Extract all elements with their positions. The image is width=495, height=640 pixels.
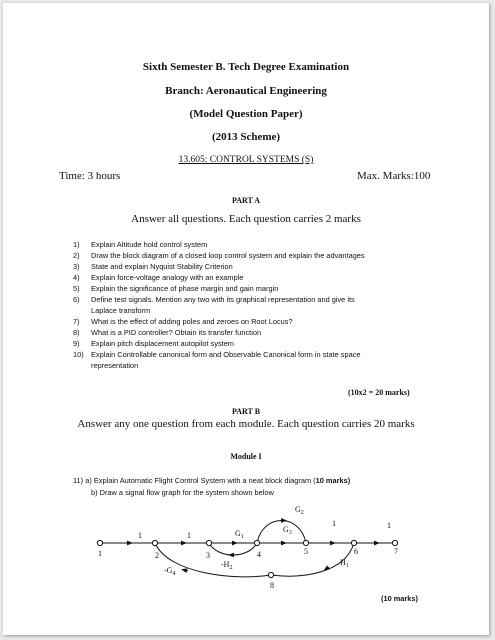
question-number: 1) [73, 240, 80, 249]
branch-g2 [257, 521, 306, 544]
part-a-total-marks: (10x2 = 20 marks) [348, 388, 410, 397]
exam-title: Sixth Semester B. Tech Degree Examination [142, 61, 350, 73]
node-label: 5 [304, 547, 308, 556]
question-number: 5) [73, 284, 80, 293]
gain-label: 1 [187, 531, 191, 540]
node-7 [392, 540, 397, 545]
question-text: Explain pitch displacement autopilot system [91, 339, 234, 348]
gain-label: 1 [387, 521, 391, 530]
question-11a [73, 476, 350, 485]
signal-flow-graph [3, 499, 489, 589]
node-6 [351, 540, 356, 545]
question-number: 3) [73, 262, 80, 271]
gain-label: 1 [332, 519, 336, 528]
part-a-title: PART A [231, 196, 261, 205]
question-text: What is the effect of adding poles and zeroes on Root Locus? [91, 317, 293, 326]
gain-label: $-H_2$ [221, 560, 233, 571]
node-label: 2 [155, 551, 159, 560]
question-text: Explain force-voltage analogy with an example [91, 273, 244, 282]
part-b-instruction: Answer any one question from each module. Each question carries 20 marks [77, 418, 415, 430]
module-title: Module I [230, 452, 262, 461]
part-a-instruction: Answer all questions. Each question carries 2 marks [131, 213, 361, 225]
gain-label: $G_1$ [235, 529, 244, 540]
question-text: State and explain Nyquist Stability Criterion [91, 262, 233, 271]
q11b-marks: (10 marks) [381, 594, 418, 603]
question-number: 2) [73, 251, 80, 260]
question-text-continuation: representation [91, 361, 139, 370]
scheme-line: (2013 Scheme) [211, 131, 281, 143]
node-1 [97, 540, 102, 545]
question-number: 4) [73, 273, 80, 282]
question-text-continuation: Laplace transform [91, 306, 151, 315]
gain-label: $-G_4$ [164, 566, 176, 577]
node-3 [206, 540, 211, 545]
node-label: 6 [354, 547, 358, 556]
gain-label: $H_1$ [340, 558, 349, 569]
node-label: 3 [206, 551, 210, 560]
node-8 [268, 572, 273, 577]
course-code: 13.605: CONTROL SYSTEMS (S) [178, 155, 314, 165]
node-label: 7 [394, 547, 398, 556]
question-text: a) Explain Automatic Flight Control System with a neat block diagram ( [85, 476, 316, 485]
question-text: Draw the block diagram of a closed loop control system and explain the advantages [91, 251, 365, 260]
node-label: 4 [257, 550, 261, 559]
question-text: What is a PID controller? Obtain its transfer function [91, 328, 262, 337]
question-number: 6) [73, 295, 80, 304]
question-11b: b) Draw a signal flow graph for the system shown below [91, 488, 274, 497]
gain-label: 1 [138, 531, 142, 540]
node-label: 8 [270, 581, 274, 589]
node-2 [152, 540, 157, 545]
branch-minus-h2 [209, 543, 257, 555]
question-text: Explain Altitude hold control system [91, 240, 208, 249]
node-label: 1 [98, 549, 102, 558]
node-4 [254, 540, 259, 545]
question-number: 10) [73, 350, 84, 359]
question-number: 9) [73, 339, 80, 348]
question-text: Explain the significance of phase margin and gain margin [91, 284, 279, 293]
paper-type-line: (Model Question Paper) [189, 108, 303, 120]
exam-page [3, 3, 489, 635]
question-text: Define test signals. Mention any two with its graphical representation and give its [91, 295, 355, 304]
time-label: Time: 3 hours [59, 170, 121, 182]
question-number: 11) [73, 476, 84, 485]
gain-label: $G_2$ [295, 505, 304, 516]
question-text: Explain Controllable canonical form and Observable Canonical form in state space [91, 350, 361, 359]
branch-line: Branch: Aeronautical Engineering [165, 85, 327, 97]
node-5 [303, 540, 308, 545]
marks-label: 10 marks) [315, 476, 351, 485]
question-number: 7) [73, 317, 80, 326]
question-number: 8) [73, 328, 80, 337]
gain-label: $G_3$ [283, 525, 292, 536]
part-b-title: PART B [231, 407, 261, 416]
max-marks-label: Max. Marks:100 [357, 170, 431, 182]
